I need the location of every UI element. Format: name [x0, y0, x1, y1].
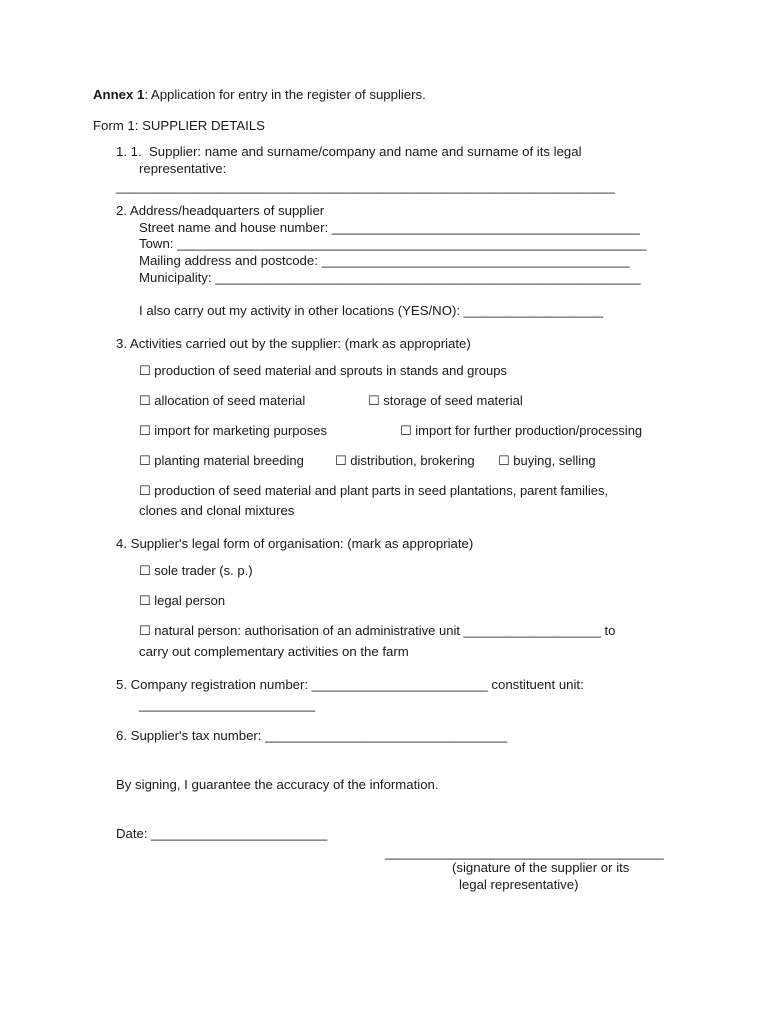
- checkbox-sole-trader[interactable]: ☐ sole trader (s. p.): [139, 563, 253, 578]
- supplier-name-label: 1. 1. Supplier: name and surname/company and name and surname of its legal: [116, 144, 582, 159]
- checkbox-natural-person[interactable]: ☐ natural person: authorisation of an administrative unit ___________________ to: [139, 623, 616, 638]
- company-registration-field[interactable]: 5. Company registration number: ________________________ constituent unit:: [116, 677, 584, 692]
- checkbox-buying-selling[interactable]: ☐ buying, selling: [498, 453, 596, 468]
- annex-heading: [93, 87, 426, 103]
- checkbox-planting-breeding[interactable]: ☐ planting material breeding: [139, 453, 304, 468]
- date-field[interactable]: Date: ________________________: [116, 826, 328, 841]
- signature-line[interactable]: ______________________________________: [385, 845, 664, 860]
- checkbox-production-stands[interactable]: ☐ production of seed material and sprouts in stands and groups: [139, 363, 507, 378]
- legal-form-heading: 4. Supplier's legal form of organisation: (mark as appropriate): [116, 536, 474, 551]
- activities-heading: 3. Activities carried out by the supplier: (mark as appropriate): [116, 336, 471, 351]
- constituent-unit-field[interactable]: ________________________: [139, 697, 316, 712]
- form-title: Form 1: SUPPLIER DETAILS: [93, 118, 265, 133]
- checkbox-allocation[interactable]: ☐ allocation of seed material: [139, 393, 306, 408]
- checkbox-legal-person[interactable]: ☐ legal person: [139, 593, 226, 608]
- other-locations-field[interactable]: I also carry out my activity in other locations (YES/NO): ___________________: [139, 303, 604, 318]
- checkbox-import-marketing[interactable]: ☐ import for marketing purposes: [139, 423, 327, 438]
- annex-label: Annex 1: [93, 87, 145, 102]
- street-field[interactable]: Street name and house number: __________________________________________: [139, 220, 640, 235]
- checkbox-storage[interactable]: ☐ storage of seed material: [368, 393, 523, 408]
- supplier-name-label-cont: representative:: [139, 161, 227, 176]
- checkbox-seed-plantations[interactable]: ☐ production of seed material and plant parts in seed plantations, parent families,: [139, 483, 609, 498]
- tax-number-field[interactable]: 6. Supplier's tax number: _________________________________: [116, 728, 508, 743]
- checkbox-import-further[interactable]: ☐ import for further production/processing: [400, 423, 643, 438]
- natural-person-label-cont: carry out complementary activities on the farm: [139, 644, 409, 659]
- town-field[interactable]: Town: ________________________________________________________________: [139, 236, 647, 251]
- checkbox-distribution[interactable]: ☐ distribution, brokering: [335, 453, 475, 468]
- annex-title: : Application for entry in the register of suppliers.: [144, 87, 426, 102]
- mailing-address-field[interactable]: Mailing address and postcode: __________________________________________: [139, 253, 630, 268]
- supplier-name-field[interactable]: ____________________________________________________________________: [116, 179, 615, 194]
- signing-statement: By signing, I guarantee the accuracy of the information.: [116, 777, 439, 792]
- address-heading: 2. Address/headquarters of supplier: [116, 203, 325, 218]
- signature-caption: (signature of the supplier or its: [452, 860, 630, 875]
- signature-caption-cont: legal representative): [459, 877, 579, 892]
- seed-plantations-label-cont: clones and clonal mixtures: [139, 503, 295, 518]
- municipality-field[interactable]: Municipality: __________________________________________________________: [139, 270, 641, 285]
